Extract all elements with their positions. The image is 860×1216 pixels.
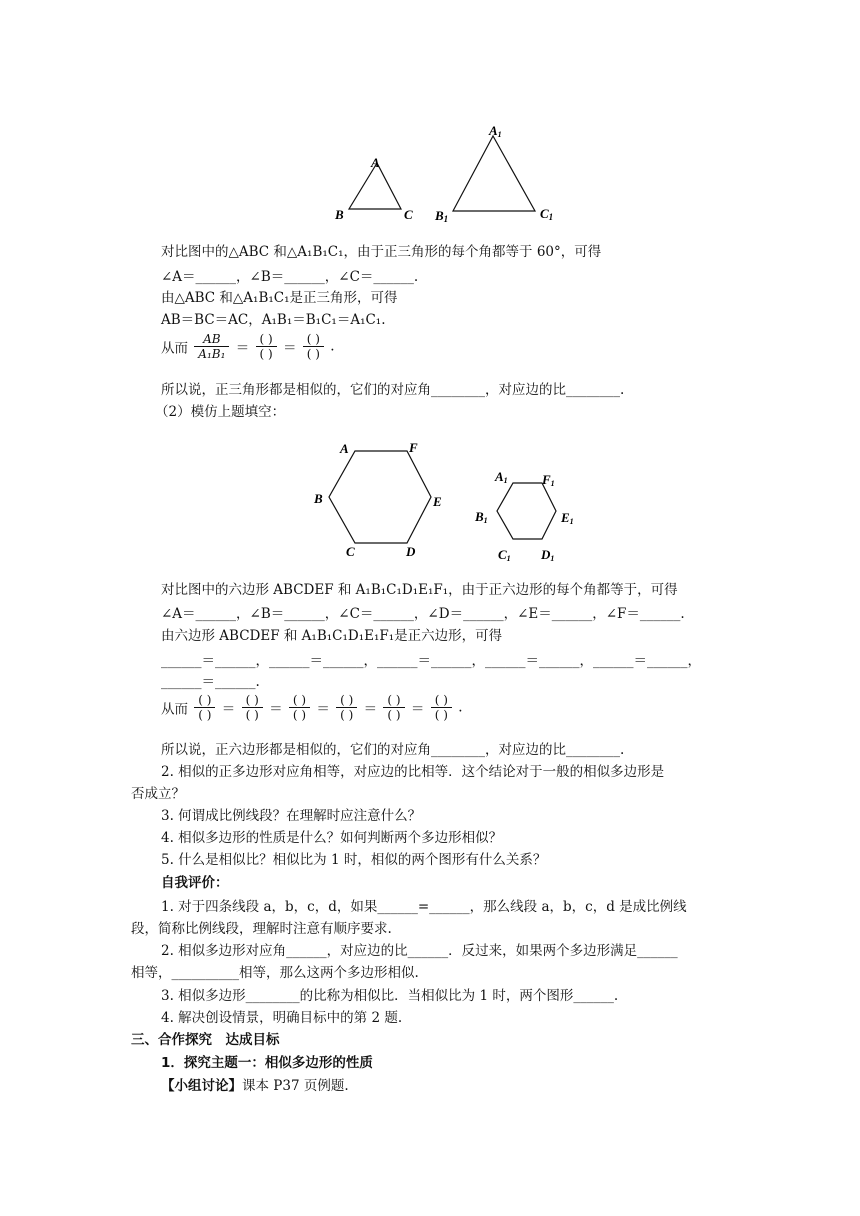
fraction-num: ( ) — [194, 693, 215, 708]
equals: ＝ — [269, 701, 283, 718]
question-3: 3. 何谓成比例线段？在理解时应注意什么？ — [161, 808, 422, 824]
fraction-den: ( ) — [292, 708, 307, 722]
fraction-den: ( ) — [434, 708, 448, 722]
fraction-num: AB — [194, 332, 229, 347]
fraction-blank — [336, 693, 357, 722]
ratio-prefix: 从而 — [161, 340, 188, 357]
paragraph-triangle-compare: 对比图中的△ABC 和△A₁B₁C₁，由于正三角形的每个角都等于 60°，可得 — [161, 244, 602, 260]
label-hex-C1: C1 — [498, 547, 511, 563]
fraction-den: ( ) — [198, 708, 212, 722]
ratio-row-triangle — [161, 332, 335, 361]
self-evaluation-heading: 自我评价： — [161, 875, 229, 891]
label-hex-E1: E1 — [561, 510, 574, 526]
fraction-blank — [303, 332, 324, 361]
group-discussion-label: 【小组讨论】 — [161, 1078, 242, 1094]
eval-1-cont: 段，简称比例线段，理解时注意有顺序要求. — [131, 921, 392, 937]
paragraph-hexagon-conclusion: 所以说，正六边形都是相似的，它们的对应角________，对应边的比________. — [161, 742, 625, 758]
equals: ＝ — [282, 340, 297, 357]
fraction-num: ( ) — [289, 693, 310, 708]
paragraph-side-blanks-2: ______＝______. — [161, 674, 260, 690]
paragraph-equilateral: 由△ABC 和△A₁B₁C₁是正三角形，可得 — [161, 290, 398, 306]
label-hex-E: E — [433, 494, 442, 509]
large-hexagon — [329, 451, 431, 543]
label-C: C — [404, 207, 413, 222]
fraction-blank — [289, 693, 310, 722]
fraction-num: ( ) — [383, 693, 404, 708]
fraction-blank — [431, 693, 452, 722]
eval-2-cont: 相等，__________相等，那么这两个多边形相似. — [131, 965, 419, 981]
paragraph-hex-angle-blanks: ∠A＝______，∠B＝______，∠C＝______，∠D＝______，∠E＝______，∠F＝______. — [161, 606, 685, 622]
label-hex-B1: B1 — [475, 509, 488, 525]
paragraph-side-blanks-1: ______＝______，______＝______，______＝______，______＝______，______＝______， — [161, 653, 701, 669]
label-hex-A1: A1 — [495, 469, 508, 485]
fraction-den: ( ) — [340, 708, 354, 722]
fraction-num: ( ) — [256, 332, 277, 347]
small-hexagon — [497, 483, 556, 539]
group-discussion-text: 课本 P37 页例题. — [242, 1078, 349, 1094]
paragraph-equal-sides: AB＝BC＝AC，A₁B₁＝B₁C₁＝A₁C₁. — [161, 312, 386, 328]
fraction-blank — [383, 693, 404, 722]
eval-4: 4. 解决创设情景，明确目标中的第 2 题. — [161, 1010, 403, 1026]
label-hex-C: C — [346, 544, 355, 559]
equals: ＝ — [363, 701, 378, 718]
paragraph-imitate: （2）模仿上题填空： — [155, 404, 286, 420]
label-hex-D: D — [406, 544, 416, 559]
question-2-cont: 否成立？ — [131, 786, 185, 802]
fraction-den: ( ) — [306, 347, 320, 361]
fraction-num: ( ) — [303, 332, 324, 347]
fraction-den: ( ) — [245, 708, 259, 722]
topic-heading-1: 1．探究主题一：相似多边形的性质 — [161, 1055, 373, 1071]
equals: ＝ — [316, 701, 330, 718]
equals: ＝ — [410, 701, 425, 718]
equals: ＝ — [221, 701, 236, 718]
period: . — [458, 699, 463, 716]
label-hex-F1: F1 — [542, 472, 555, 488]
group-discussion — [161, 1077, 349, 1095]
label-hex-F: F — [409, 440, 418, 455]
label-A1: A1 — [489, 123, 502, 139]
question-4: 4. 相似多边形的性质是什么？如何判断两个多边形相似？ — [161, 830, 503, 846]
eval-2: 2. 相似多边形对应角______，对应边的比______．反过来，如果两个多边形满足______ — [161, 943, 678, 959]
period: . — [330, 338, 335, 355]
question-2: 2. 相似的正多边形对应角相等，对应边的比相等．这个结论对于一般的相似多边形是 — [161, 764, 665, 780]
paragraph-triangle-conclusion: 所以说，正三角形都是相似的，它们的对应角________，对应边的比________. — [161, 382, 625, 398]
equals: ＝ — [235, 340, 250, 357]
fraction-num: ( ) — [336, 693, 357, 708]
label-hex-A: A — [340, 441, 349, 456]
label-A: A — [371, 155, 380, 170]
paragraph-hexagon-compare: 对比图中的六边形 ABCDEF 和 A₁B₁C₁D₁E₁F₁，由于正六边形的每个角都等于，可得 — [161, 582, 678, 598]
label-B1: B1 — [435, 208, 449, 224]
section-heading-3: 三、合作探究 达成目标 — [131, 1032, 280, 1048]
paragraph-regular-hexagon: 由六边形 ABCDEF 和 A₁B₁C₁D₁E₁F₁是正六边形，可得 — [161, 628, 503, 644]
label-B: B — [335, 207, 344, 222]
label-hex-D1: D1 — [541, 547, 555, 563]
eval-3: 3. 相似多边形________的比称为相似比．当相似比为 1 时，两个图形______. — [161, 988, 619, 1004]
ratio-prefix: 从而 — [161, 701, 188, 718]
fraction-blank — [242, 693, 263, 722]
fraction-den: ( ) — [387, 708, 401, 722]
fraction-den: ( ) — [259, 347, 273, 361]
fraction-blank — [194, 693, 215, 722]
fraction-ab — [194, 332, 229, 361]
label-hex-B: B — [314, 491, 323, 506]
fraction-den: A₁B₁ — [198, 347, 226, 361]
fraction-blank — [256, 332, 277, 361]
paragraph-angle-blanks: ∠A＝______，∠B＝______，∠C＝______. — [161, 269, 419, 285]
eval-1: 1. 对于四条线段 a，b，c，d，如果______=______，那么线段 a，b，c，d 是成比例线 — [161, 899, 687, 915]
ratio-row-hexagon — [161, 693, 462, 722]
label-C1: C1 — [540, 206, 554, 222]
question-5: 5. 什么是相似比？相似比为 1 时，相似的两个图形有什么关系？ — [161, 852, 547, 868]
large-triangle — [453, 136, 535, 211]
fraction-num: ( ) — [242, 693, 263, 708]
fraction-num: ( ) — [431, 693, 452, 708]
